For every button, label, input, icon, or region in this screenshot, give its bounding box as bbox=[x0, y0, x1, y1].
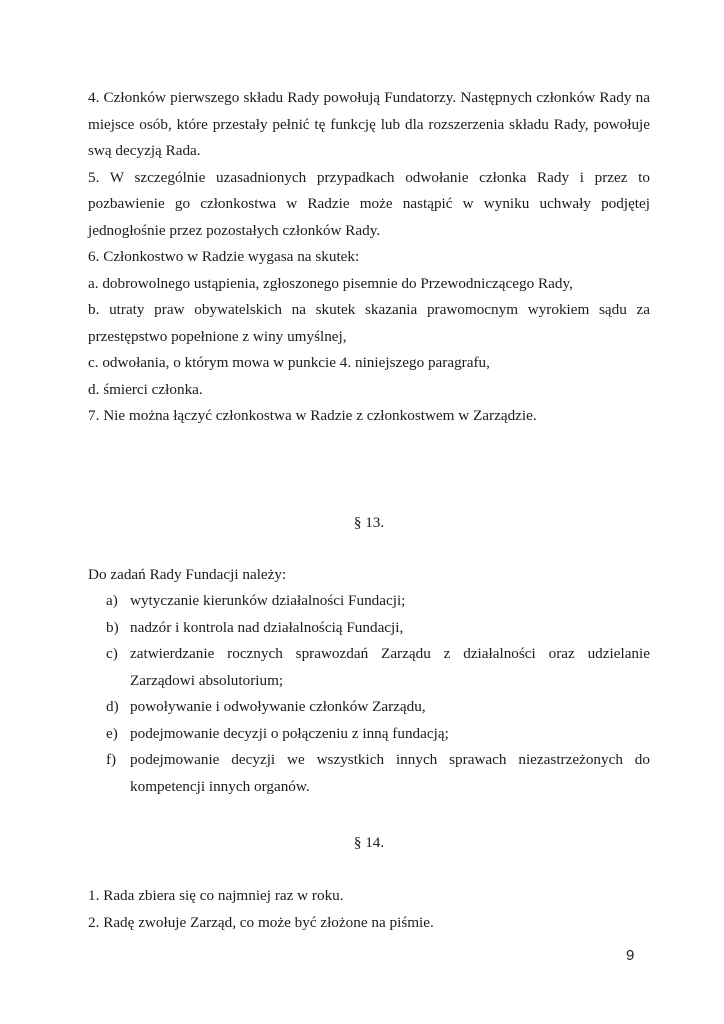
list-marker: f) bbox=[106, 751, 117, 768]
list-item-text: podejmowanie decyzji we wszystkich innych sprawach niezastrzeżonych do kompetencji innych organów. bbox=[130, 751, 650, 795]
list-item-text: nadzór i kontrola nad działalnością Fundacji, bbox=[130, 618, 404, 636]
section-13-intro-block bbox=[88, 562, 650, 589]
paragraph-14-item-1: 1. Rada zbiera się co najmniej raz w roku. bbox=[88, 887, 344, 904]
list-item bbox=[88, 615, 650, 642]
section-14-heading: § 14. bbox=[353, 834, 385, 851]
list-item bbox=[88, 747, 650, 800]
list-marker: d) bbox=[106, 698, 119, 715]
section-14-block bbox=[88, 883, 650, 936]
section-13-intro: Do zadań Rady Fundacji należy: bbox=[88, 566, 287, 583]
list-item bbox=[88, 588, 650, 615]
paragraph-item-5: 5. W szczególnie uzasadnionych przypadkach odwołanie członka Rady i przez to pozbawienie go członkostwa w Radzie może nastąpić w wyniku uchwały podjętej jednogłośnie przez pozostałych członków Rady. bbox=[88, 168, 650, 239]
section-13-list bbox=[88, 588, 650, 800]
list-marker: c) bbox=[106, 645, 118, 662]
list-item bbox=[88, 721, 650, 748]
list-marker: e) bbox=[106, 724, 118, 742]
paragraph-item-6b: b. utraty praw obywatelskich na skutek skazania prawomocnym wyrokiem sądu za przestępstwo popełnione z winy umyślnej, bbox=[88, 301, 650, 345]
paragraph-item-6d: d. śmierci członka. bbox=[88, 380, 203, 398]
page-number: 9 bbox=[626, 947, 635, 964]
list-item bbox=[88, 694, 650, 721]
list-item-text: powoływanie i odwoływanie członków Zarządu, bbox=[130, 698, 426, 715]
list-item-text: wytyczanie kierunków działalności Fundacji; bbox=[130, 592, 406, 609]
paragraph-item-6a: a. dobrowolnego ustąpienia, zgłoszonego pisemnie do Przewodniczącego Rady, bbox=[88, 274, 573, 292]
list-marker: b) bbox=[106, 618, 119, 636]
paragraph-item-6c: c. odwołania, o którym mowa w punkcie 4. niniejszego paragrafu, bbox=[88, 354, 490, 371]
paragraph-item-7: 7. Nie można łączyć członkostwa w Radzie z członkostwem w Zarządzie. bbox=[88, 407, 537, 424]
list-item-text: podejmowanie decyzji o połączeniu z inną fundacją; bbox=[130, 724, 449, 742]
section-12-continuation bbox=[88, 85, 650, 430]
section-13-heading: § 13. bbox=[353, 514, 385, 531]
paragraph-14-item-2: 2. Radę zwołuje Zarząd, co może być złożone na piśmie. bbox=[88, 913, 434, 931]
paragraph-item-4: 4. Członków pierwszego składu Rady powołują Fundatorzy. Następnych członków Rady na miejsce osób, które przestały pełnić tę funkcję lub dla rozszerzenia składu Rady, powołuje swą decyzją Rada. bbox=[88, 89, 650, 159]
paragraph-item-6: 6. Członkostwo w Radzie wygasa na skutek: bbox=[88, 248, 360, 265]
list-marker: a) bbox=[106, 592, 118, 609]
list-item-text: zatwierdzanie rocznych sprawozdań Zarządu z działalności oraz udzielanie Zarządowi absolutorium; bbox=[130, 645, 650, 689]
list-item bbox=[88, 641, 650, 694]
